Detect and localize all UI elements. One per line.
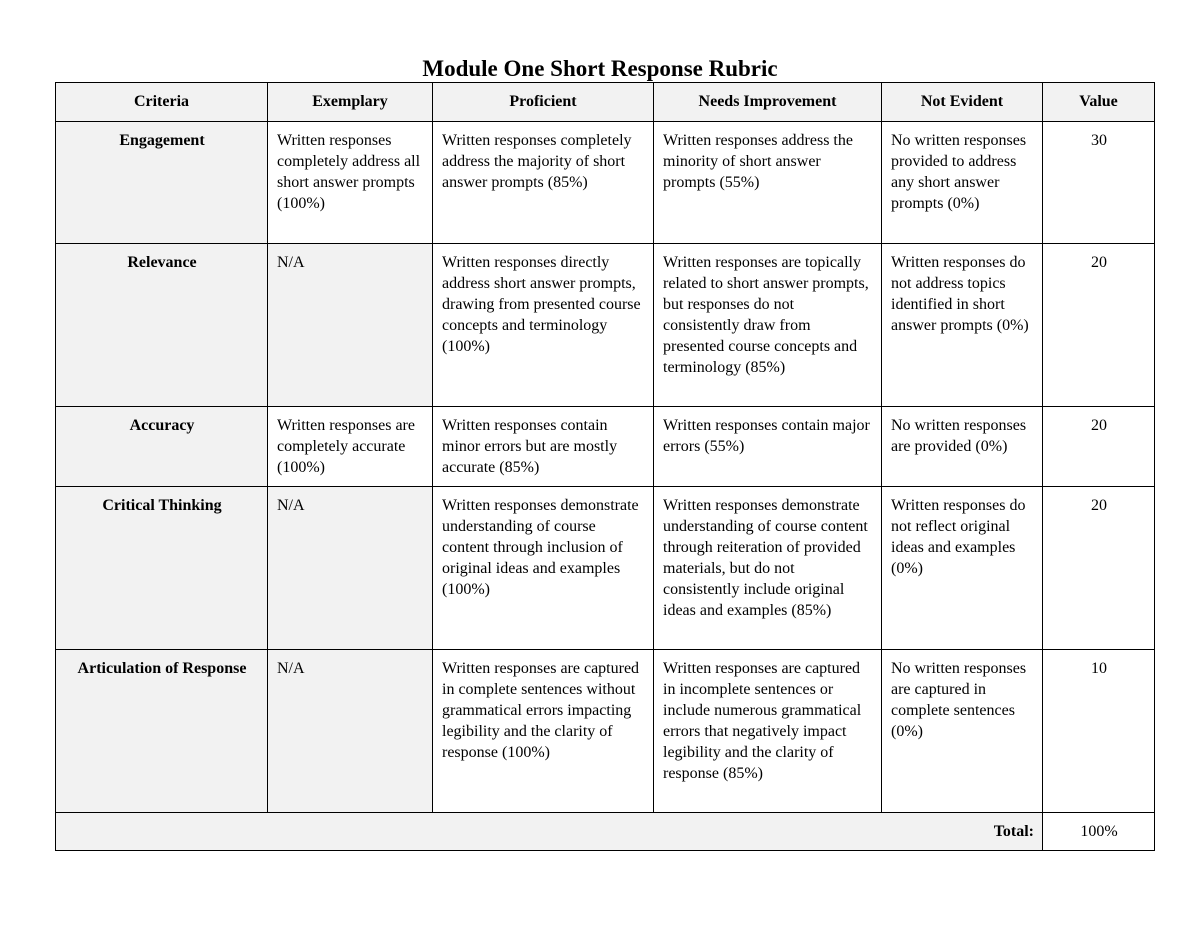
needs-improvement-cell: Written responses contain major errors (55%) <box>654 407 882 487</box>
not-evident-cell: No written responses provided to address any short answer prompts (0%) <box>882 122 1043 244</box>
criteria-cell: Engagement <box>56 122 268 244</box>
table-row <box>56 407 1155 487</box>
exemplary-cell: N/A <box>268 487 433 650</box>
header-row <box>56 83 1155 122</box>
needs-improvement-cell: Written responses demonstrate understanding of course content through reiteration of provided materials, but do not consistently include original ideas and examples (85%) <box>654 487 882 650</box>
not-evident-cell: No written responses are captured in complete sentences (0%) <box>882 650 1043 813</box>
proficient-cell: Written responses contain minor errors but are mostly accurate (85%) <box>433 407 654 487</box>
value-cell: 20 <box>1043 487 1155 650</box>
exemplary-cell: Written responses completely address all short answer prompts (100%) <box>268 122 433 244</box>
needs-improvement-cell: Written responses are captured in incomplete sentences or include numerous grammatical errors that negatively impact legibility and the clarity of response (85%) <box>654 650 882 813</box>
table-row <box>56 122 1155 244</box>
exemplary-cell: N/A <box>268 244 433 407</box>
total-label: Total: <box>56 813 1043 851</box>
needs-improvement-cell: Written responses are topically related to short answer prompts, but responses do not consistently draw from presented course concepts and terminology (85%) <box>654 244 882 407</box>
total-value: 100% <box>1043 813 1155 851</box>
criteria-cell: Accuracy <box>56 407 268 487</box>
value-cell: 20 <box>1043 407 1155 487</box>
needs-improvement-cell: Written responses address the minority of short answer prompts (55%) <box>654 122 882 244</box>
not-evident-cell: Written responses do not address topics identified in short answer prompts (0%) <box>882 244 1043 407</box>
header-needs-improvement: Needs Improvement <box>654 83 882 122</box>
total-row <box>56 813 1155 851</box>
header-not-evident: Not Evident <box>882 83 1043 122</box>
proficient-cell: Written responses are captured in complete sentences without grammatical errors impacting legibility and the clarity of response (100%) <box>433 650 654 813</box>
header-exemplary: Exemplary <box>268 83 433 122</box>
not-evident-cell: Written responses do not reflect original ideas and examples (0%) <box>882 487 1043 650</box>
page-title: Module One Short Response Rubric <box>422 56 778 81</box>
criteria-cell: Critical Thinking <box>56 487 268 650</box>
table-row <box>56 244 1155 407</box>
value-cell: 10 <box>1043 650 1155 813</box>
header-proficient: Proficient <box>433 83 654 122</box>
proficient-cell: Written responses demonstrate understanding of course content through inclusion of original ideas and examples (100%) <box>433 487 654 650</box>
value-cell: 30 <box>1043 122 1155 244</box>
exemplary-cell: N/A <box>268 650 433 813</box>
value-cell: 20 <box>1043 244 1155 407</box>
table-row <box>56 487 1155 650</box>
criteria-cell: Articulation of Response <box>56 650 268 813</box>
exemplary-cell: Written responses are completely accurate (100%) <box>268 407 433 487</box>
rubric-table <box>55 82 1155 851</box>
header-value: Value <box>1043 83 1155 122</box>
table-row <box>56 650 1155 813</box>
header-criteria: Criteria <box>56 83 268 122</box>
criteria-cell: Relevance <box>56 244 268 407</box>
proficient-cell: Written responses directly address short answer prompts, drawing from presented course concepts and terminology (100%) <box>433 244 654 407</box>
proficient-cell: Written responses completely address the majority of short answer prompts (85%) <box>433 122 654 244</box>
not-evident-cell: No written responses are provided (0%) <box>882 407 1043 487</box>
